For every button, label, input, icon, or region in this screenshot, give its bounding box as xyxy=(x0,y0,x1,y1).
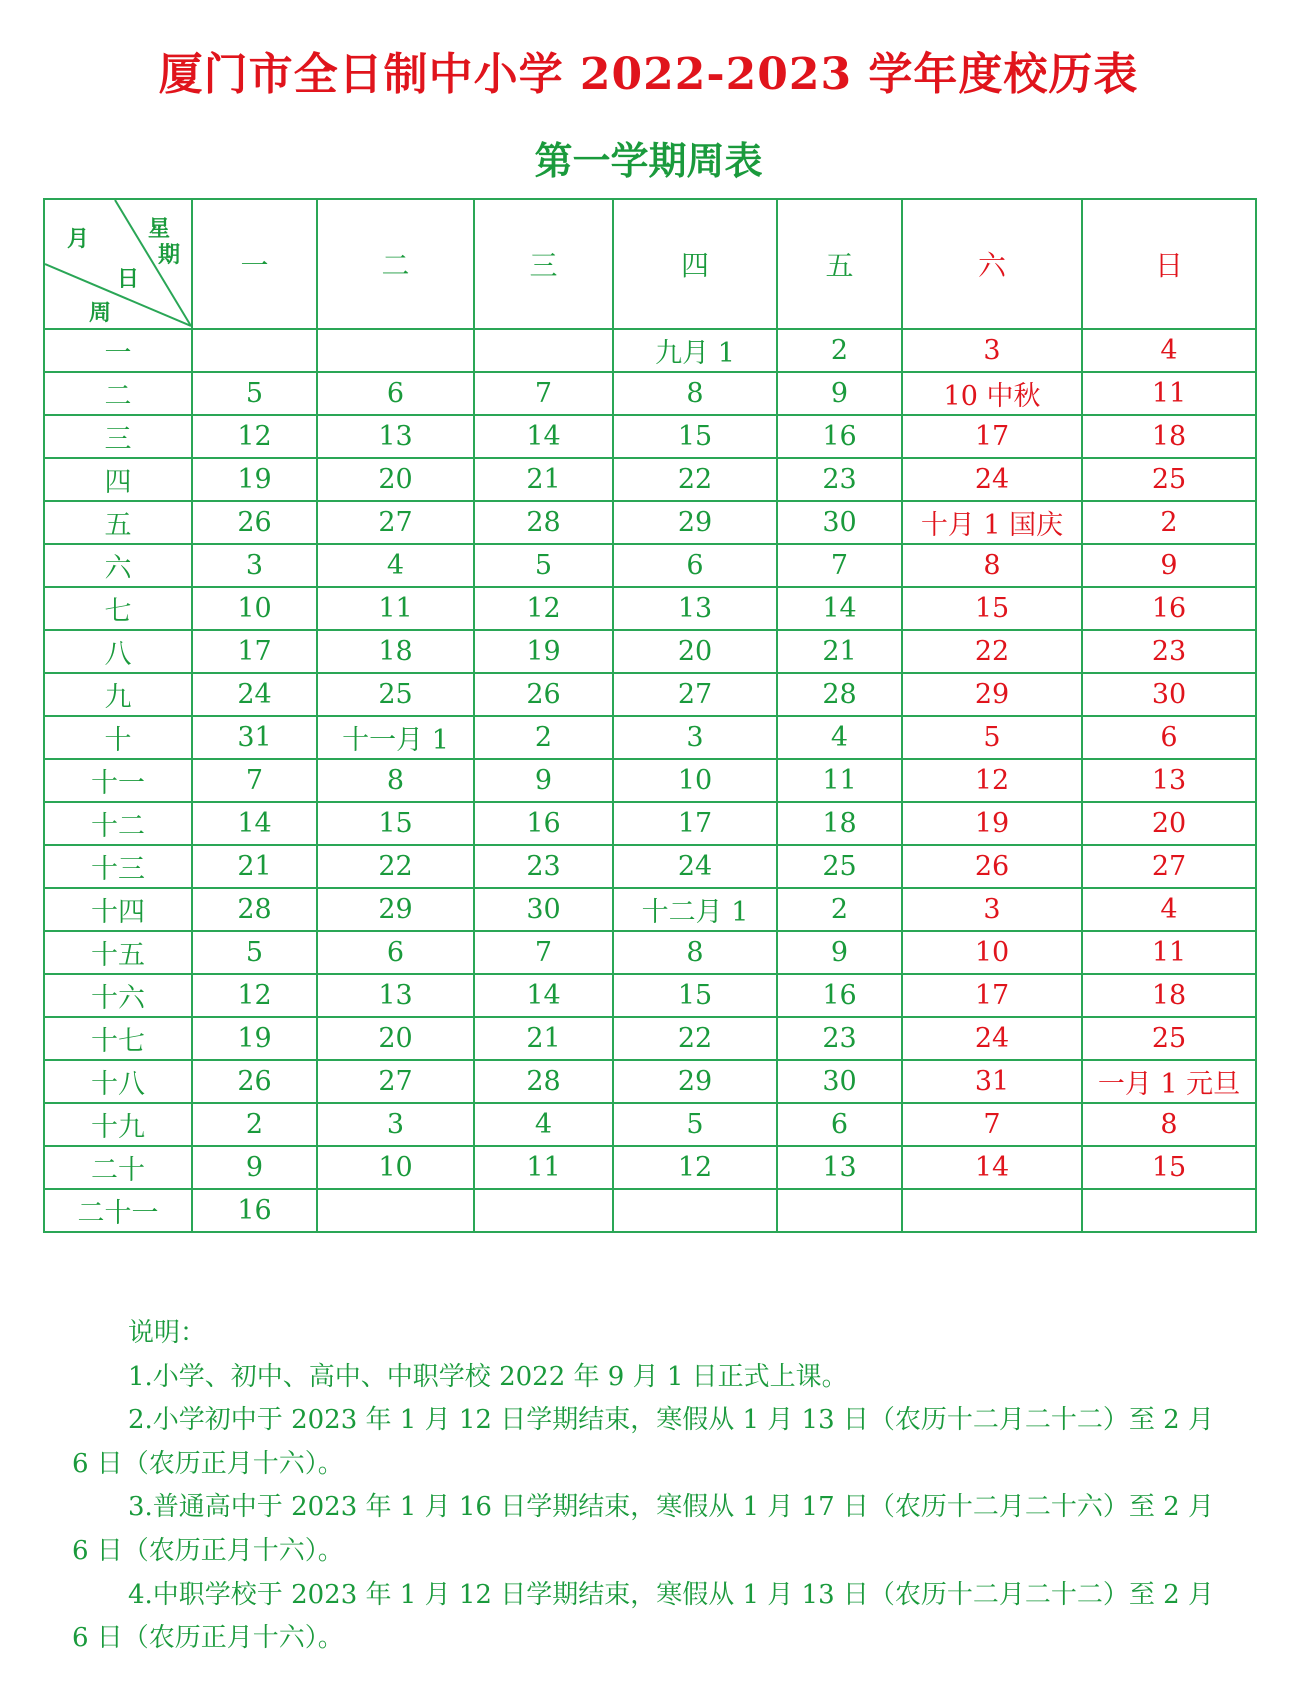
date-cell-sun: 9 xyxy=(1082,544,1256,587)
date-cell-tue xyxy=(317,329,474,372)
table-row xyxy=(44,630,1256,673)
week-number-cell: 五 xyxy=(44,501,192,544)
date-cell-thu: 九月 1 xyxy=(613,329,777,372)
date-cell-mon: 16 xyxy=(192,1189,317,1232)
date-cell-sun: 一月 1 元旦 xyxy=(1082,1060,1256,1103)
date-cell-wed xyxy=(474,329,613,372)
date-cell-fri: 9 xyxy=(777,931,902,974)
day-header-fri: 五 xyxy=(777,199,902,329)
date-cell-tue: 20 xyxy=(317,1017,474,1060)
table-row xyxy=(44,1146,1256,1189)
date-cell-tue: 27 xyxy=(317,501,474,544)
table-row xyxy=(44,1189,1256,1232)
date-cell-sat xyxy=(902,1189,1082,1232)
date-cell-fri: 30 xyxy=(777,1060,902,1103)
table-row xyxy=(44,1017,1256,1060)
calendar-body xyxy=(44,329,1256,1232)
date-cell-thu: 5 xyxy=(613,1103,777,1146)
table-row xyxy=(44,587,1256,630)
date-cell-mon: 26 xyxy=(192,1060,317,1103)
date-cell-sat: 5 xyxy=(902,716,1082,759)
date-cell-sat: 3 xyxy=(902,888,1082,931)
date-cell-mon: 3 xyxy=(192,544,317,587)
date-cell-wed: 14 xyxy=(474,974,613,1017)
date-cell-tue: 4 xyxy=(317,544,474,587)
date-cell-fri: 28 xyxy=(777,673,902,716)
table-row xyxy=(44,372,1256,415)
date-cell-mon: 17 xyxy=(192,630,317,673)
date-cell-thu: 13 xyxy=(613,587,777,630)
date-cell-wed: 19 xyxy=(474,630,613,673)
date-cell-mon: 19 xyxy=(192,1017,317,1060)
date-cell-thu: 3 xyxy=(613,716,777,759)
week-number-cell: 四 xyxy=(44,458,192,501)
table-row xyxy=(44,673,1256,716)
date-cell-thu: 10 xyxy=(613,759,777,802)
date-cell-thu: 6 xyxy=(613,544,777,587)
date-cell-sun: 15 xyxy=(1082,1146,1256,1189)
date-cell-mon: 31 xyxy=(192,716,317,759)
week-number-cell: 十六 xyxy=(44,974,192,1017)
date-cell-wed: 7 xyxy=(474,931,613,974)
table-row xyxy=(44,501,1256,544)
date-cell-sat: 15 xyxy=(902,587,1082,630)
note-item: 1.小学、初中、高中、中职学校 2022 年 9 月 1 日正式上课。 xyxy=(128,1361,848,1392)
date-cell-sun: 18 xyxy=(1082,415,1256,458)
date-cell-tue: 27 xyxy=(317,1060,474,1103)
date-cell-sat: 8 xyxy=(902,544,1082,587)
table-row xyxy=(44,759,1256,802)
date-cell-sat: 17 xyxy=(902,974,1082,1017)
week-number-cell: 十 xyxy=(44,716,192,759)
date-cell-sun xyxy=(1082,1189,1256,1232)
date-cell-thu: 22 xyxy=(613,1017,777,1060)
date-cell-mon: 26 xyxy=(192,501,317,544)
table-row xyxy=(44,458,1256,501)
date-cell-fri: 25 xyxy=(777,845,902,888)
corner-month-label: 月 xyxy=(67,227,90,252)
date-cell-fri: 14 xyxy=(777,587,902,630)
table-row xyxy=(44,716,1256,759)
date-cell-sat: 十月 1 国庆 xyxy=(902,501,1082,544)
day-header-sun: 日 xyxy=(1082,199,1256,329)
document-title: 厦门市全日制中小学 2022-2023 学年度校历表 xyxy=(158,49,1139,100)
date-cell-thu: 十二月 1 xyxy=(613,888,777,931)
date-cell-fri: 18 xyxy=(777,802,902,845)
date-cell-thu: 20 xyxy=(613,630,777,673)
date-cell-sat: 24 xyxy=(902,1017,1082,1060)
week-number-cell: 九 xyxy=(44,673,192,716)
date-cell-sun: 4 xyxy=(1082,329,1256,372)
date-cell-tue: 十一月 1 xyxy=(317,716,474,759)
date-cell-tue: 6 xyxy=(317,931,474,974)
date-cell-fri: 2 xyxy=(777,329,902,372)
week-number-cell: 十五 xyxy=(44,931,192,974)
date-cell-tue: 3 xyxy=(317,1103,474,1146)
date-cell-thu: 15 xyxy=(613,415,777,458)
notes-heading: 说明： xyxy=(128,1318,207,1348)
date-cell-tue xyxy=(317,1189,474,1232)
date-cell-sat: 19 xyxy=(902,802,1082,845)
diagonal-header xyxy=(45,200,191,328)
date-cell-mon: 24 xyxy=(192,673,317,716)
date-cell-sat: 3 xyxy=(902,329,1082,372)
header-row xyxy=(44,199,1256,329)
table-row xyxy=(44,888,1256,931)
date-cell-wed: 14 xyxy=(474,415,613,458)
date-cell-mon: 12 xyxy=(192,974,317,1017)
week-number-cell: 十四 xyxy=(44,888,192,931)
date-cell-fri: 11 xyxy=(777,759,902,802)
date-cell-sun: 25 xyxy=(1082,1017,1256,1060)
week-number-cell: 十二 xyxy=(44,802,192,845)
date-cell-wed: 9 xyxy=(474,759,613,802)
day-header-mon: 一 xyxy=(192,199,317,329)
date-cell-tue: 20 xyxy=(317,458,474,501)
date-cell-sun: 23 xyxy=(1082,630,1256,673)
week-number-cell: 二 xyxy=(44,372,192,415)
date-cell-sat: 12 xyxy=(902,759,1082,802)
date-cell-tue: 13 xyxy=(317,415,474,458)
date-cell-fri xyxy=(777,1189,902,1232)
date-cell-thu: 27 xyxy=(613,673,777,716)
date-cell-fri: 16 xyxy=(777,974,902,1017)
date-cell-tue: 22 xyxy=(317,845,474,888)
week-number-cell: 三 xyxy=(44,415,192,458)
date-cell-wed: 28 xyxy=(474,1060,613,1103)
table-row xyxy=(44,415,1256,458)
table-row xyxy=(44,802,1256,845)
date-cell-thu: 17 xyxy=(613,802,777,845)
date-cell-tue: 8 xyxy=(317,759,474,802)
table-row xyxy=(44,329,1256,372)
date-cell-sun: 16 xyxy=(1082,587,1256,630)
date-cell-fri: 13 xyxy=(777,1146,902,1189)
date-cell-thu: 24 xyxy=(613,845,777,888)
date-cell-sun: 25 xyxy=(1082,458,1256,501)
date-cell-tue: 15 xyxy=(317,802,474,845)
date-cell-tue: 29 xyxy=(317,888,474,931)
date-cell-sat: 10 xyxy=(902,931,1082,974)
date-cell-fri: 16 xyxy=(777,415,902,458)
date-cell-sat: 17 xyxy=(902,415,1082,458)
date-cell-sat: 7 xyxy=(902,1103,1082,1146)
corner-day-label: 日 xyxy=(117,267,140,292)
date-cell-sun: 30 xyxy=(1082,673,1256,716)
date-cell-thu: 29 xyxy=(613,1060,777,1103)
date-cell-wed: 2 xyxy=(474,716,613,759)
date-cell-tue: 18 xyxy=(317,630,474,673)
week-number-cell: 七 xyxy=(44,587,192,630)
week-number-cell: 六 xyxy=(44,544,192,587)
date-cell-fri: 2 xyxy=(777,888,902,931)
date-cell-sat: 14 xyxy=(902,1146,1082,1189)
semester-subtitle: 第一学期周表 xyxy=(534,138,763,183)
date-cell-wed: 30 xyxy=(474,888,613,931)
corner-weekday-label-b: 期 xyxy=(158,243,181,268)
table-row xyxy=(44,845,1256,888)
table-row xyxy=(44,1060,1256,1103)
date-cell-tue: 13 xyxy=(317,974,474,1017)
date-cell-sat: 29 xyxy=(902,673,1082,716)
date-cell-fri: 9 xyxy=(777,372,902,415)
note-item: 3.普通高中于 2023 年 1 月 16 日学期结束，寒假从 1 月 17 日（农历十二月二十六）至 2 月 6 日（农历正月十六）。 xyxy=(72,1492,1214,1566)
corner-week-label: 周 xyxy=(89,301,112,326)
date-cell-fri: 30 xyxy=(777,501,902,544)
date-cell-thu: 15 xyxy=(613,974,777,1017)
date-cell-sun: 4 xyxy=(1082,888,1256,931)
date-cell-wed: 26 xyxy=(474,673,613,716)
date-cell-wed: 11 xyxy=(474,1146,613,1189)
date-cell-mon: 10 xyxy=(192,587,317,630)
date-cell-sun: 2 xyxy=(1082,501,1256,544)
date-cell-wed: 7 xyxy=(474,372,613,415)
date-cell-thu: 8 xyxy=(613,372,777,415)
date-cell-wed: 23 xyxy=(474,845,613,888)
date-cell-mon: 19 xyxy=(192,458,317,501)
calendar-table xyxy=(43,198,1257,1233)
day-header-wed: 三 xyxy=(474,199,613,329)
date-cell-tue: 11 xyxy=(317,587,474,630)
date-cell-fri: 4 xyxy=(777,716,902,759)
day-header-tue: 二 xyxy=(317,199,474,329)
date-cell-thu: 29 xyxy=(613,501,777,544)
date-cell-sun: 27 xyxy=(1082,845,1256,888)
date-cell-mon: 21 xyxy=(192,845,317,888)
date-cell-thu: 12 xyxy=(613,1146,777,1189)
date-cell-wed: 5 xyxy=(474,544,613,587)
date-cell-tue: 25 xyxy=(317,673,474,716)
date-cell-mon: 2 xyxy=(192,1103,317,1146)
date-cell-mon: 7 xyxy=(192,759,317,802)
week-number-cell: 二十 xyxy=(44,1146,192,1189)
date-cell-sun: 18 xyxy=(1082,974,1256,1017)
corner-header-cell xyxy=(44,199,192,329)
date-cell-tue: 6 xyxy=(317,372,474,415)
date-cell-mon xyxy=(192,329,317,372)
date-cell-sun: 8 xyxy=(1082,1103,1256,1146)
date-cell-fri: 7 xyxy=(777,544,902,587)
date-cell-wed: 12 xyxy=(474,587,613,630)
week-number-cell: 十一 xyxy=(44,759,192,802)
date-cell-mon: 14 xyxy=(192,802,317,845)
week-number-cell: 十三 xyxy=(44,845,192,888)
day-header-sat: 六 xyxy=(902,199,1082,329)
notes-section xyxy=(72,1312,1232,1661)
date-cell-wed: 28 xyxy=(474,501,613,544)
table-row xyxy=(44,544,1256,587)
date-cell-thu xyxy=(613,1189,777,1232)
date-cell-fri: 23 xyxy=(777,1017,902,1060)
week-number-cell: 八 xyxy=(44,630,192,673)
date-cell-sat: 22 xyxy=(902,630,1082,673)
week-number-cell: 十九 xyxy=(44,1103,192,1146)
date-cell-wed: 21 xyxy=(474,458,613,501)
date-cell-mon: 5 xyxy=(192,931,317,974)
date-cell-mon: 5 xyxy=(192,372,317,415)
date-cell-wed: 16 xyxy=(474,802,613,845)
week-number-cell: 二十一 xyxy=(44,1189,192,1232)
date-cell-wed xyxy=(474,1189,613,1232)
date-cell-sat: 24 xyxy=(902,458,1082,501)
date-cell-mon: 12 xyxy=(192,415,317,458)
date-cell-mon: 28 xyxy=(192,888,317,931)
table-row xyxy=(44,1103,1256,1146)
date-cell-wed: 21 xyxy=(474,1017,613,1060)
date-cell-fri: 21 xyxy=(777,630,902,673)
date-cell-fri: 23 xyxy=(777,458,902,501)
week-number-cell: 十七 xyxy=(44,1017,192,1060)
date-cell-sat: 10 中秋 xyxy=(902,372,1082,415)
note-item: 2.小学初中于 2023 年 1 月 12 日学期结束，寒假从 1 月 13 日（农历十二月二十二）至 2 月 6 日（农历正月十六）。 xyxy=(72,1405,1214,1479)
note-item: 4.中职学校于 2023 年 1 月 12 日学期结束，寒假从 1 月 13 日（农历十二月二十二）至 2 月 6 日（农历正月十六）。 xyxy=(72,1579,1214,1654)
table-row xyxy=(44,931,1256,974)
date-cell-sun: 11 xyxy=(1082,931,1256,974)
date-cell-fri: 6 xyxy=(777,1103,902,1146)
date-cell-sat: 26 xyxy=(902,845,1082,888)
table-row xyxy=(44,974,1256,1017)
week-number-cell: 十八 xyxy=(44,1060,192,1103)
date-cell-sat: 31 xyxy=(902,1060,1082,1103)
day-header-thu: 四 xyxy=(613,199,777,329)
date-cell-mon: 9 xyxy=(192,1146,317,1189)
corner-weekday-label-a: 星 xyxy=(148,217,171,242)
week-number-cell: 一 xyxy=(44,329,192,372)
date-cell-sun: 6 xyxy=(1082,716,1256,759)
date-cell-sun: 20 xyxy=(1082,802,1256,845)
date-cell-thu: 8 xyxy=(613,931,777,974)
date-cell-sun: 11 xyxy=(1082,372,1256,415)
date-cell-tue: 10 xyxy=(317,1146,474,1189)
date-cell-wed: 4 xyxy=(474,1103,613,1146)
date-cell-sun: 13 xyxy=(1082,759,1256,802)
date-cell-thu: 22 xyxy=(613,458,777,501)
